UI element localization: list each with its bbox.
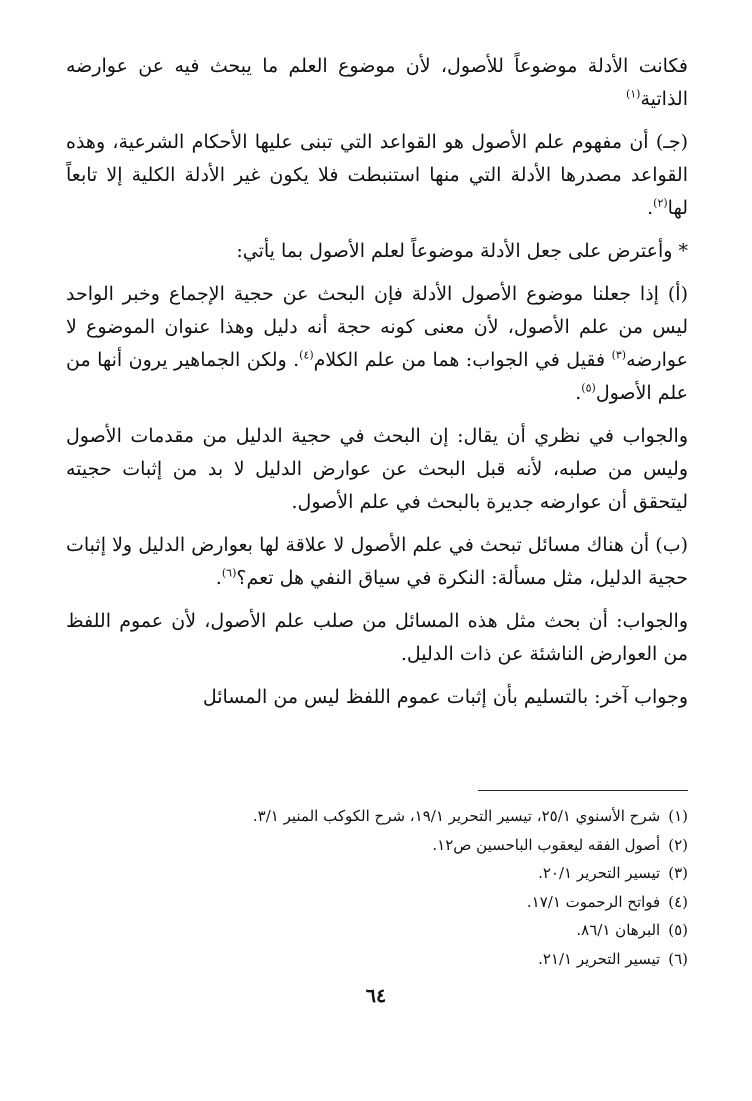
paragraph-text: وجواب آخر: بالتسليم بأن إثبات عموم اللفظ ليس من المسائل (202, 686, 688, 708)
paragraph-text: والجواب في نظري أن يقال: إن البحث في حجية الدليل من مقدمات الأصول وليس من صلبه، لأنه قبل البحث عن عوارض الدليل لا بد من إثبات حجيته ليتحقق أن عوارضه جديرة بالبحث في علم الأصول. (66, 425, 688, 513)
footnote-reference: (٣) (611, 348, 627, 362)
page-number: ٦٤ (365, 985, 387, 1007)
paragraph-text: . ولكن الجماهير يرون أنها من علم الأصول (66, 349, 688, 404)
paragraph-text: * وأعترض على جعل الأدلة موضوعاً لعلم الأصول بما يأتي: (236, 240, 688, 262)
paragraph-text: (أ) إذا جعلنا موضوع الأصول الأدلة فإن البحث عن حجية الإجماع وخبر الواحد ليس من علم الأصول، لأن معنى كونه حجة أنه دليل وهذا عنوان الموضوع لا عوارضه (66, 283, 689, 371)
paragraph (66, 420, 688, 519)
footnote-number: (٤) (668, 892, 688, 911)
footnote-text: أصول الفقه ليعقوب الباحسين ص١٢. (432, 835, 661, 854)
body-text (66, 50, 688, 714)
paragraph (66, 278, 688, 410)
footnote-text: تيسير التحرير ٢٠/١. (538, 864, 661, 882)
paragraph-text: فكانت الأدلة موضوعاً للأصول، لأن موضوع العلم ما يبحث فيه عن عوارضه الذاتية (66, 55, 688, 110)
paragraph (66, 126, 688, 225)
footnote-reference: (١) (625, 87, 641, 101)
footnote-number: (٢) (668, 835, 688, 854)
footnote-number: (٦) (668, 949, 688, 968)
footnote-item (66, 945, 688, 974)
footnote-text: تيسير التحرير ٢١/١. (538, 949, 661, 968)
paragraph (66, 529, 688, 595)
footnote-text: البرهان ٨٦/١. (576, 921, 661, 939)
paragraph (66, 681, 688, 714)
footnote-reference: (٤) (299, 348, 314, 362)
footnote-text: شرح الأسنوي ٢٥/١، تيسير التحرير ١٩/١، شرح الكوكب المنير ٣/١. (252, 807, 661, 825)
paragraph-text: فقيل في الجواب: هما من علم الكلام (313, 349, 612, 371)
paragraph (66, 50, 688, 116)
paragraph (66, 605, 688, 671)
footnote-reference: (٥) (581, 381, 596, 395)
footnote-item (66, 802, 688, 831)
footnote-reference: (٦) (221, 566, 237, 580)
footnote-separator (478, 790, 688, 791)
footnote-item (66, 859, 688, 888)
paragraph-text: . (575, 382, 582, 404)
paragraph-text: (جـ) أن مفهوم علم الأصول هو القواعد التي تبنى عليها الأحكام الشرعية، وهذه القواعد مصدرها الأدلة التي منها استنبطت فلا يكون غير الأدلة الكلية إلا تابعاً لها (66, 131, 688, 219)
paragraph-text: . (215, 567, 222, 589)
paragraph (66, 235, 688, 268)
footnote-item (66, 831, 688, 860)
footnotes-list (66, 802, 688, 973)
footnote-number: (١) (668, 807, 688, 825)
paragraph-text: والجواب: أن بحث مثل هذه المسائل من صلب علم الأصول، لأن عموم اللفظ من العوارض الناشئة عن ذات الدليل. (66, 610, 688, 665)
footnote-text: فواتح الرحموت ١٧/١. (526, 892, 661, 911)
paragraph-text: (ب) أن هناك مسائل تبحث في علم الأصول لا علاقة لها بعوارض الدليل ولا إثبات حجية الدليل، مثل مسألة: النكرة في سياق النفي هل تعم؟ (66, 534, 688, 589)
footnote-item (66, 916, 688, 945)
footnote-number: (٥) (668, 921, 688, 939)
footnote-reference: (٢) (653, 196, 668, 210)
footnote-number: (٣) (668, 864, 688, 882)
paragraph-text: . (647, 197, 654, 219)
footnote-item (66, 888, 688, 917)
